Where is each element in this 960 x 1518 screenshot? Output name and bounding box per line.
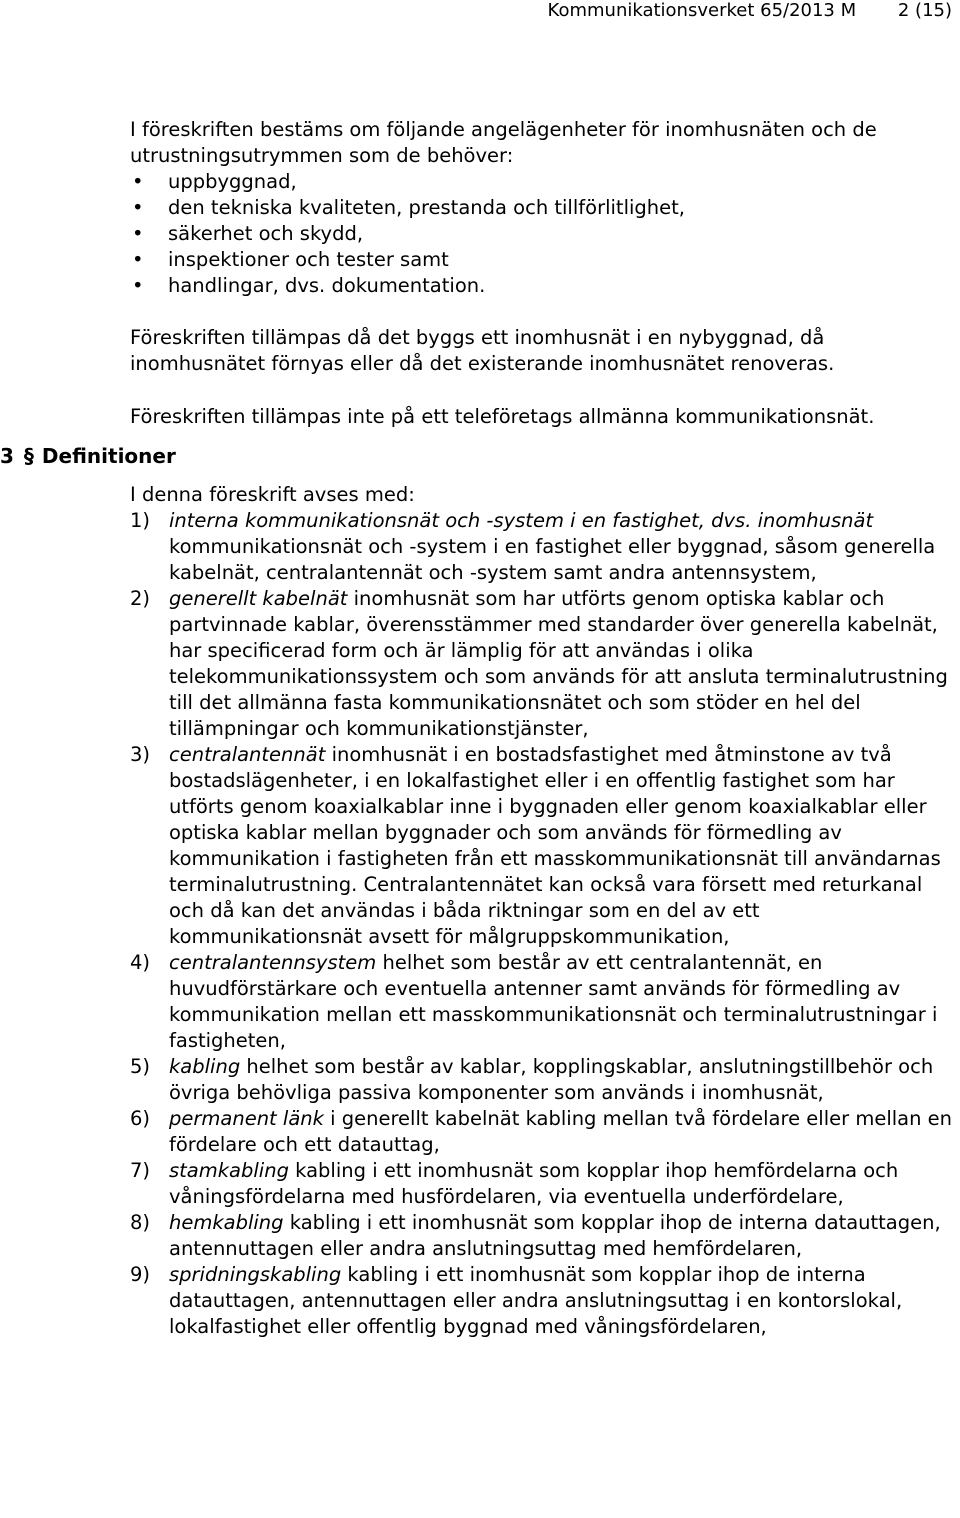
definition-text: kabling i ett inomhusnät som kopplar ihop de interna datauttagen, antennuttagen eller andra anslutningsuttag med hemfördelaren,	[169, 1211, 941, 1260]
bullet-icon: •	[132, 248, 144, 271]
definition-item	[130, 1106, 956, 1158]
bullet-icon: •	[132, 222, 144, 245]
definition-term: hemkabling	[169, 1211, 284, 1234]
bullet-icon: •	[132, 274, 144, 297]
definition-text: helhet som består av ett centralantennät, en huvudförstärkare och eventuella antenner samt används för förmedling av kommunikation mellan ett masskommunikationsnät och terminalutrustningar i fastigheten,	[169, 951, 938, 1052]
definition-text: inomhusnät i en bostadsfastighet med åtminstone av två bostadslägenheter, i en lokalfastighet eller i en offentlig fastighet som har utförts genom koaxialkablar inne i byggnaden eller genom koaxialkablar eller optiska kablar mellan byggnader och som används för förmedling av kommunikation i fastigheten från ett masskommunikationsnät till användarnas terminalutrustning. Centralantennätet kan också vara försett med returkanal och då kan det användas i båda riktningar som en del av ett kommunikationsnät avsett för målgruppskommunikation,	[169, 743, 941, 948]
definition-item	[130, 586, 956, 742]
definition-number: 3)	[130, 743, 151, 766]
definition-term: kabling	[169, 1055, 241, 1078]
list-item	[130, 169, 956, 195]
definition-item	[130, 508, 956, 586]
bullet-icon: •	[132, 170, 144, 193]
definition-item	[130, 742, 956, 950]
definition-term: centralantennsystem	[169, 951, 377, 974]
list-item-text: den tekniska kvaliteten, prestanda och tillförlitlighet,	[168, 196, 685, 219]
list-item	[130, 247, 956, 273]
bullet-icon: •	[132, 196, 144, 219]
definition-number: 1)	[130, 509, 151, 532]
definition-item	[130, 950, 956, 1054]
definitions-lead: I denna föreskrift avses med:	[130, 483, 415, 506]
list-item-text: handlingar, dvs. dokumentation.	[168, 274, 486, 297]
list-item-text: inspektioner och tester samt	[168, 248, 449, 271]
list-item	[130, 195, 956, 221]
definition-item	[130, 1262, 956, 1340]
section-number: 3	[0, 444, 14, 468]
intro-bullet-list	[130, 169, 956, 299]
list-item	[130, 221, 956, 247]
list-item-text: uppbyggnad,	[168, 170, 297, 193]
definition-text: i generellt kabelnät kabling mellan två fördelare eller mellan en fördelare och ett datauttag,	[169, 1107, 953, 1156]
scope-paragraph: Föreskriften tillämpas då det byggs ett inomhusnät i en nybyggnad, då inomhusnätet förnyas eller då det existerande inomhusnätet renoveras.	[130, 326, 835, 375]
definition-term: interna kommunikationsnät och -system i en fastighet, dvs. inomhusnät	[169, 509, 874, 532]
section-symbol: §	[23, 444, 34, 468]
definition-term: permanent länk	[169, 1107, 324, 1130]
definition-text: helhet som består av kablar, kopplingskablar, anslutningstillbehör och övriga behövliga passiva komponenter som används i inomhusnät,	[169, 1055, 934, 1104]
definition-term: generellt kabelnät	[169, 587, 348, 610]
document-body	[130, 117, 956, 1340]
definition-item	[130, 1054, 956, 1106]
document-title: Kommunikationsverket 65/2013 M	[547, 0, 857, 21]
definition-number: 5)	[130, 1055, 151, 1078]
definition-number: 9)	[130, 1263, 151, 1286]
section-title: Definitioner	[41, 444, 176, 468]
definition-item	[130, 1158, 956, 1210]
definition-number: 6)	[130, 1107, 151, 1130]
definition-term: spridningskabling	[169, 1263, 342, 1286]
definition-number: 7)	[130, 1159, 151, 1182]
page-header	[548, 0, 952, 26]
page-number: 2 (15)	[897, 0, 952, 21]
definition-number: 8)	[130, 1211, 151, 1234]
definition-number: 2)	[130, 587, 151, 610]
definition-number: 4)	[130, 951, 151, 974]
intro-paragraph: I föreskriften bestäms om följande angelägenheter för inomhusnäten och de utrustningsutrymmen som de behöver:	[130, 118, 877, 167]
list-item	[130, 273, 956, 299]
definition-text: kommunikationsnät och -system i en fastighet eller byggnad, såsom generella kabelnät, centralantennät och -system samt andra antennsystem,	[169, 535, 936, 584]
definition-text: kabling i ett inomhusnät som kopplar ihop de interna datauttagen, antennuttagen eller andra anslutningsuttag i en kontorslokal, lokalfastighet eller offentlig byggnad med våningsfördelaren,	[169, 1263, 903, 1338]
definition-term: centralantennät	[169, 743, 326, 766]
definition-text: inomhusnät som har utförts genom optiska kablar och partvinnade kablar, överensstämmer med standarder över generella kabelnät, har specificerad form och är lämplig för att användas i olika telekommunikationssystem och som används för att ansluta terminalutrustning till det allmänna fasta kommunikationsnätet och som stöder en hel del tillämpningar och kommunikationstjänster,	[169, 587, 948, 740]
list-item-text: säkerhet och skydd,	[168, 222, 364, 245]
definition-text: kabling i ett inomhusnät som kopplar ihop hemfördelarna och våningsfördelarna med husfördelaren, via eventuella underfördelare,	[169, 1159, 899, 1208]
definition-term: stamkabling	[169, 1159, 289, 1182]
definitions-list	[130, 508, 956, 1340]
definition-item	[130, 1210, 956, 1262]
exclusion-paragraph: Föreskriften tillämpas inte på ett teleföretags allmänna kommunikationsnät.	[130, 405, 875, 428]
